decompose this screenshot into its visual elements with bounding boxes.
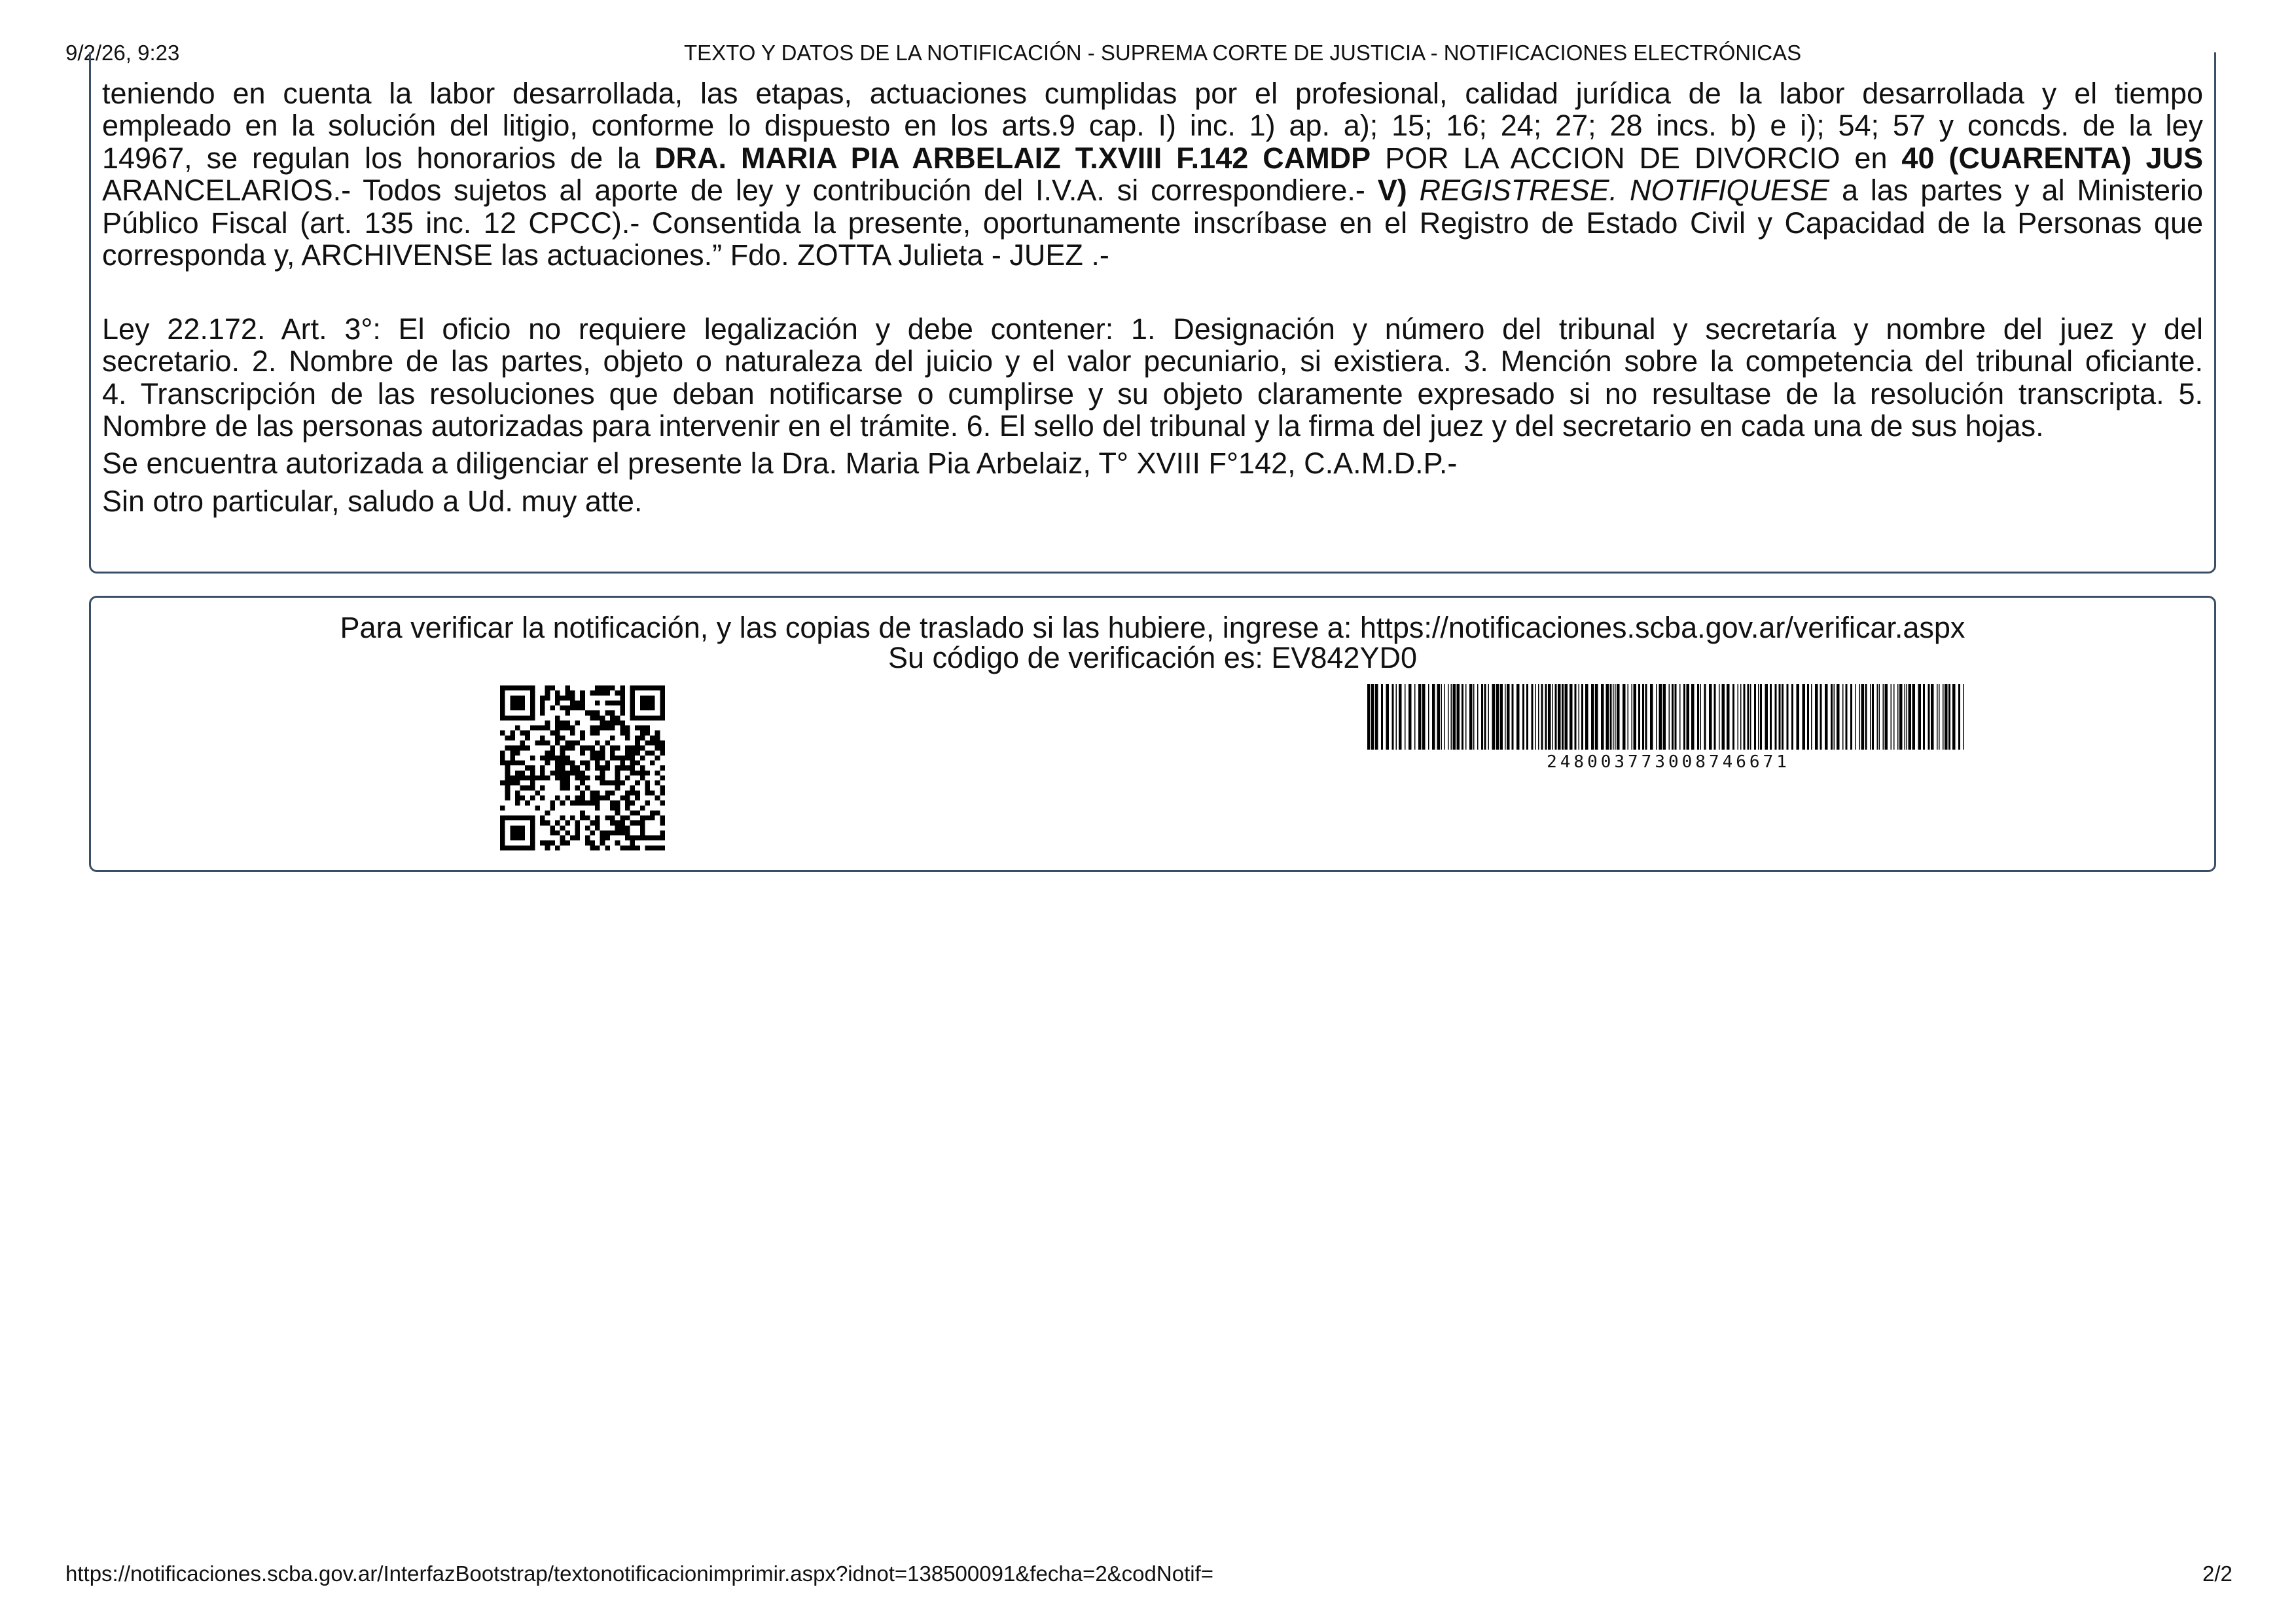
lawyer-name-bold: DRA. MARIA PIA ARBELAIZ T.XVIII F.142 CAMDP [655,141,1371,175]
text-line: teniendo en cuenta la labor desarrollada, las etapas, actuaciones cumplidas por el profesional, calidad jurídica de la labor desarrollada y el tiempo [102,77,2203,110]
register-notify-italic: REGISTRESE. NOTIFIQUESE [1419,173,1830,208]
resolution-paragraph [102,77,2203,274]
text-run: POR LA ACCION DE DIVORCIO en [1385,141,1888,175]
text-run: ARANCELARIOS.- Todos sujetos al aporte de ley y contribución del I.V.A. si correspondiere.- [102,173,1365,208]
verification-instructions: Para verificar la notificación, y las copias de traslado si las hubiere, ingrese a: https://notificaciones.scba.gov.ar/verificar.aspx [340,611,1965,644]
barcode-number: 248003773008746671 [1547,752,1790,772]
text-line: empleado en la solución del litigio, conforme lo dispuesto en los arts.9 cap. I) inc. 1) ap. a); 15; 16; 24; 27; 28 incs. b) e i); 54; 57 y concds. de la ley [102,109,2203,143]
text-line: corresponda y, ARCHIVENSE las actuaciones.” Fdo. ZOTTA Julieta - JUEZ .- [102,238,1109,272]
notification-text-box [89,52,2216,574]
print-footer-url: https://notificaciones.scba.gov.ar/InterfazBootstrap/textonotificacionimprimir.aspx?idnot=138500091&fecha=2&codNotif= [65,1561,1214,1586]
text-line: Ley 22.172. Art. 3°: El oficio no requiere legalización y debe contener: 1. Designación y número del tribunal y secretaría y nombre del juez y del [102,313,2203,346]
text-line: secretario. 2. Nombre de las partes, objeto o naturaleza del juicio y el valor pecuniario, si existiera. 3. Mención sobre la competencia del tribunal oficiante. [102,344,2203,378]
barcode-icon [1367,684,1969,750]
print-datetime: 9/2/26, 9:23 [65,41,180,65]
text-line: 4. Transcripción de las resoluciones que deban notificarse o cumplirse y su objeto claramente expresado si no resultase de la resolución transcripta. 5. [102,376,2203,410]
text-run: 14967, se regulan los honorarios de la [102,141,641,175]
page-number: 2/2 [2202,1561,2233,1586]
text-line [102,174,2203,206]
fee-amount-bold: 40 (CUARENTA) JUS [1901,141,2203,175]
section-v-bold: V) [1377,173,1407,208]
text-run: a las partes y al Ministerio [1841,173,2203,208]
verification-box [89,596,2216,872]
verification-code: Su código de verificación es: EV842YD0 [888,641,1417,674]
authorization-line: Se encuentra autorizada a diligenciar el presente la Dra. Maria Pia Arbelaiz, T° XVIII F°142, C.A.M.D.P.- [102,447,1458,480]
text-line: Nombre de las personas autorizadas para intervenir en el trámite. 6. El sello del tribunal y la firma del juez y del secretario en cada una de sus hojas. [102,409,2044,443]
qr-code-icon [500,685,665,850]
text-line: Público Fiscal (art. 135 inc. 12 CPCC).- Consentida la presente, oportunamente inscríbase en el Registro de Estado Civil y Capacidad de la Personas que [102,206,2203,240]
text-line [102,142,2203,174]
print-header-title: TEXTO Y DATOS DE LA NOTIFICACIÓN - SUPREMA CORTE DE JUSTICIA - NOTIFICACIONES ELECTRÓNICAS [684,41,1802,65]
closing-line: Sin otro particular, saludo a Ud. muy atte. [102,484,643,518]
